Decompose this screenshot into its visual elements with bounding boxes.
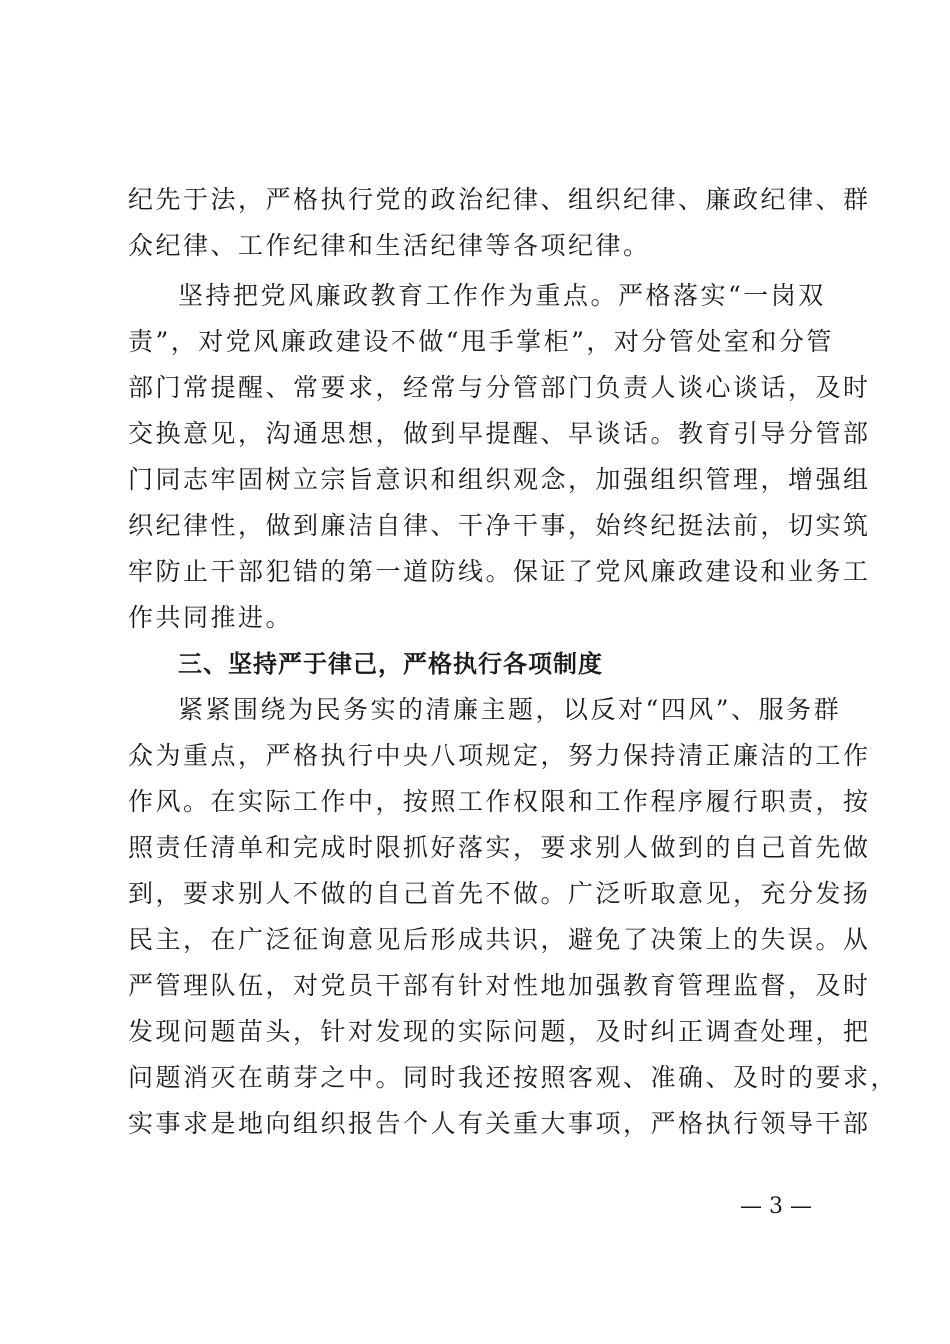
paragraph-first-line: 紧紧围绕为民务实的清廉主题，以反对“四风”、服务群 bbox=[178, 695, 842, 724]
text-line: 交换意见，沟通思想，做到早提醒、早谈话。教育引导分管部 bbox=[128, 419, 871, 448]
page-number: — 3 — bbox=[740, 1194, 812, 1219]
text-line: 门同志牢固树立宗旨意识和组织观念，加强组织管理，增强组 bbox=[128, 465, 871, 494]
text-line: 牢防止干部犯错的第一道防线。保证了党风廉政建设和业务工 bbox=[128, 557, 871, 586]
text-line: 严管理队伍，对党员干部有针对性地加强教育管理监督，及时 bbox=[128, 971, 871, 1000]
text-line: 到，要求别人不做的自己首先不做。广泛听取意见，充分发扬 bbox=[128, 879, 871, 908]
text-line: 众为重点，严格执行中央八项规定，努力保持清正廉洁的工作 bbox=[128, 741, 871, 770]
text-line: 照责任清单和完成时限抓好落实，要求别人做到的自己首先做 bbox=[128, 833, 871, 862]
text-line: 实事求是地向组织报告个人有关重大事项，严格执行领导干部 bbox=[128, 1109, 871, 1138]
text-line: 发现问题苗头，针对发现的实际问题，及时纠正调查处理，把 bbox=[128, 1017, 871, 1046]
text-line: 民主，在广泛征询意见后形成共识，避免了决策上的失误。从 bbox=[128, 925, 871, 954]
text-line: 问题消灭在萌芽之中。同时我还按照客观、准确、及时的要求， bbox=[128, 1063, 899, 1092]
section-heading: 三、坚持严于律己，严格执行各项制度 bbox=[178, 650, 603, 678]
text-line: 作风。在实际工作中，按照工作权限和工作程序履行职责，按 bbox=[128, 787, 871, 816]
text-line: 责”，对党风廉政建设不做“甩手掌柜”，对分管处室和分管 bbox=[128, 327, 834, 356]
paragraph-first-line: 坚持把党风廉政教育工作作为重点。严格落实“一岗双 bbox=[178, 281, 826, 310]
text-line: 作共同推进。 bbox=[128, 603, 294, 632]
text-line: 织纪律性，做到廉洁自律、干净干事，始终纪挺法前，切实筑 bbox=[128, 511, 871, 540]
text-line: 纪先于法，严格执行党的政治纪律、组织纪律、廉政纪律、群 bbox=[128, 185, 871, 214]
text-line: 众纪律、工作纪律和生活纪律等各项纪律。 bbox=[128, 231, 651, 260]
text-line: 部门常提醒、常要求，经常与分管部门负责人谈心谈话，及时 bbox=[128, 373, 871, 402]
